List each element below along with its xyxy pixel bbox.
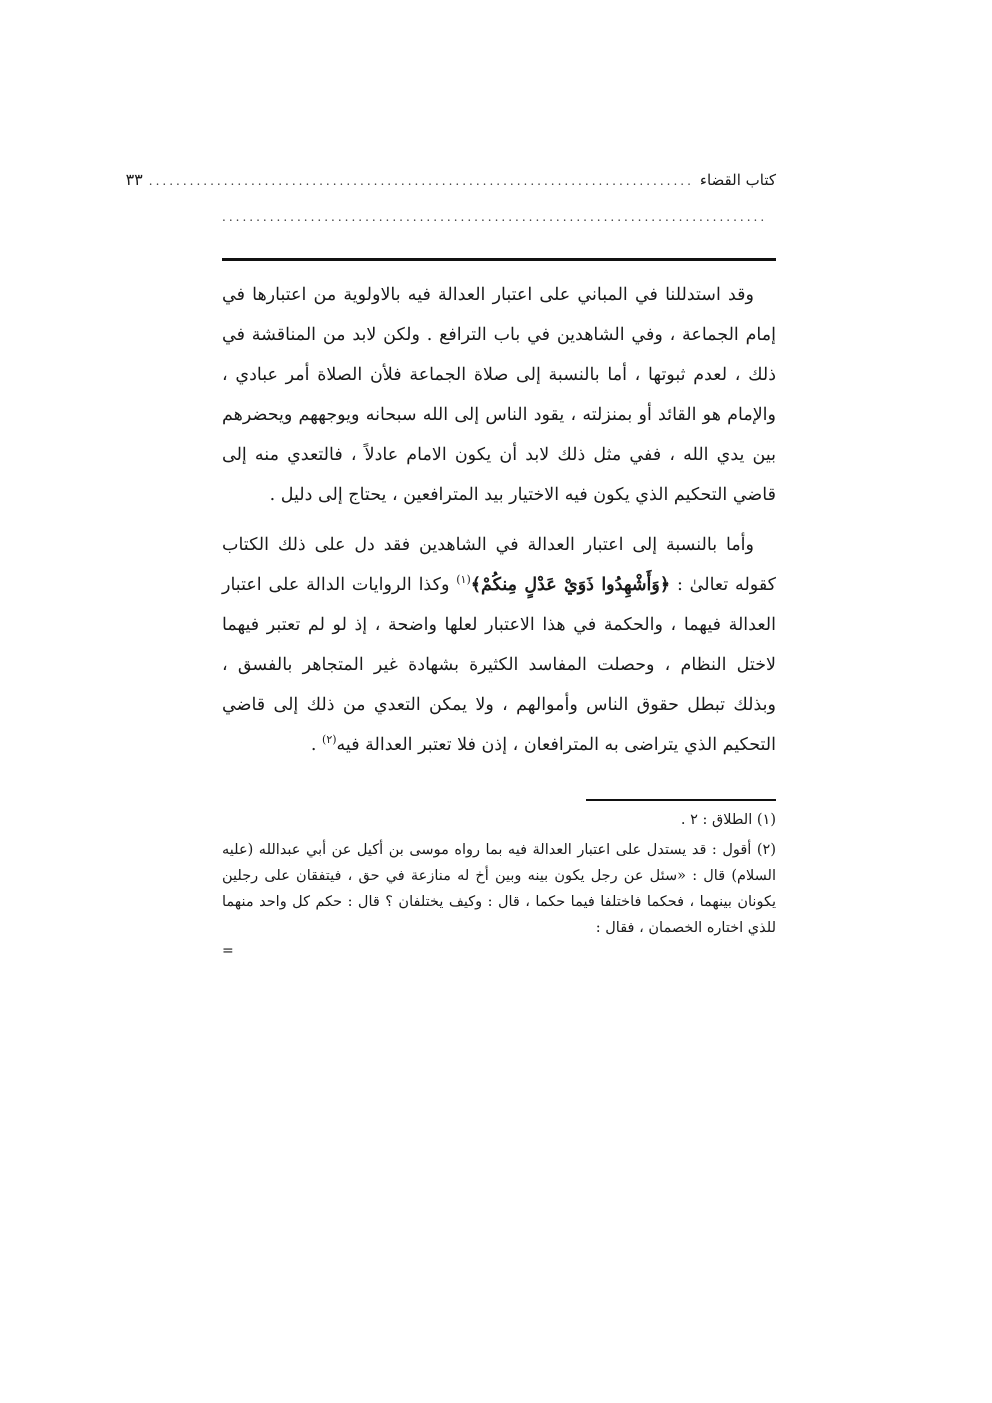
footnote-ref-1: (١) bbox=[456, 573, 471, 587]
footnote-2: (٢) أقول : قد يستدل على اعتبار العدالة فيه بما رواه موسى بن أكيل عن أبي عبدالله (عليه السلام) قال : «سئل عن رجل يكون بينه وبين أخ له منازعة في حق ، فيتفقان على رجلين يكونان بينهما ، فحكما فاختلفا فيما حكما ، قال : وكيف يختلفان ؟ قال : حكم كل واحد منهما للذي اختاره الخصمان ، فقال : bbox=[222, 842, 776, 936]
book-title: كتاب القضاء bbox=[699, 171, 776, 189]
running-header bbox=[125, 170, 776, 192]
paragraph-1: وقد استدللنا في المباني على اعتبار العدالة فيه بالاولوية من اعتبارها في إمام الجماعة ، وفي الشاهدين في باب الترافع . ولكن لابد من المناقشة في ذلك ، لعدم ثبوتها ، أما بالنسبة إلى صلاة الجماعة فلأن الصلاة أمر عبادي ، والإمام هو القائد أو بمنزلته ، يقود الناس إلى الله سبحانه ويوجههم ويحضرهم بين يدي الله ، ففي مثل ذلك لابد أن يكون الامام عادلاً ، فالتعدي منه إلى قاضي التحكيم الذي يكون فيه الاختيار بيد المترافعين ، يحتاج إلى دليل . bbox=[222, 285, 776, 505]
footnote-rule bbox=[586, 799, 776, 801]
header-rule bbox=[222, 258, 776, 261]
footnote-ref-2: (٢) bbox=[322, 733, 337, 747]
header-dot-leader: ................................................................................ bbox=[148, 174, 694, 188]
footnote-continuation-mark: = bbox=[222, 943, 234, 959]
quran-verse: ﴿وَأَشْهِدُوا ذَوَيْ عَدْلٍ مِنكُمْ﴾ bbox=[470, 575, 671, 595]
paragraph-2-body: وكذا الروايات الدالة على اعتبار العدالة فيهما ، والحكمة في هذا الاعتبار لعلها واضحة ، إذ لو لم تعتبر فيهما لاختل النظام ، وحصلت المفاسد الكثيرة بشهادة غير المتجاهر بالفسق ، وبذلك تبطل حقوق الناس وأموالهم ، ولا يمكن التعدي من ذلك إلى قاضي التحكيم الذي يتراضى به المترافعان ، إذن فلا تعتبر العدالة فيه bbox=[222, 575, 776, 755]
paragraph-2-end: . bbox=[310, 735, 323, 755]
page-number: ٣٣ bbox=[125, 170, 143, 189]
footnote-1: (١) الطلاق : ٢ . bbox=[680, 812, 776, 828]
book-page bbox=[125, 170, 776, 961]
paragraph-2-intro: وأما بالنسبة إلى اعتبار العدالة في الشاهدين فقد دل على ذلك الكتاب كقوله تعالىٰ : bbox=[222, 535, 776, 595]
footnotes bbox=[222, 807, 776, 961]
dotted-separator: ................................................................................ bbox=[222, 210, 768, 224]
paragraph-2 bbox=[222, 525, 776, 765]
